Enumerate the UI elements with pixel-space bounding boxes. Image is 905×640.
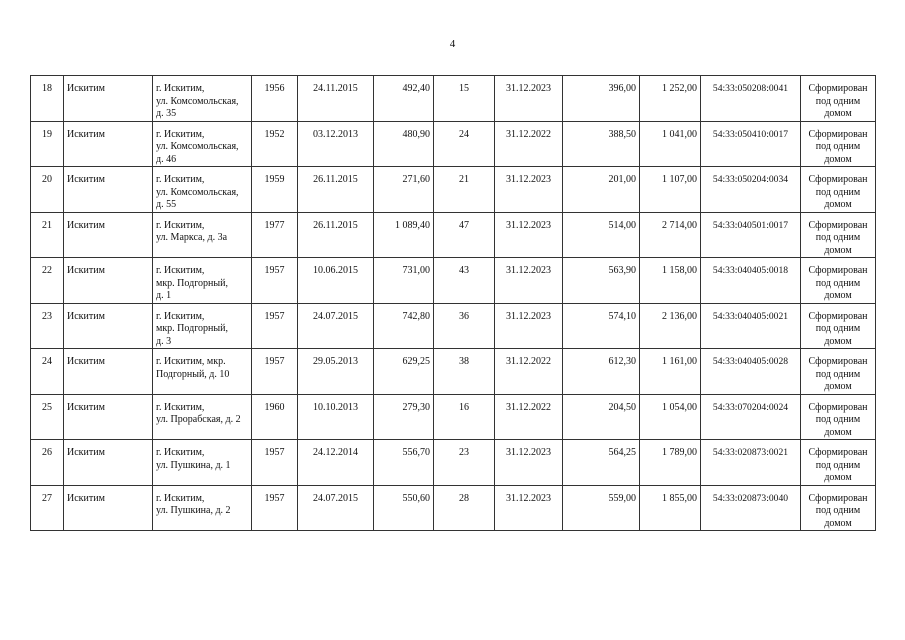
area2-cell: 574,10 (563, 303, 640, 349)
area-cell: 1 089,40 (374, 212, 434, 258)
table-row (31, 440, 876, 486)
row-number: 20 (31, 167, 64, 213)
date-cell: 03.12.2013 (298, 121, 374, 167)
row-number: 23 (31, 303, 64, 349)
area-cell: 550,60 (374, 485, 434, 531)
year-cell: 1959 (252, 167, 298, 213)
deadline-date-cell: 31.12.2023 (495, 258, 563, 304)
year-cell: 1957 (252, 485, 298, 531)
row-number: 18 (31, 76, 64, 122)
cadastral-number-cell: 54:33:070204:0024 (701, 394, 801, 440)
municipality-cell: Искитим (64, 212, 153, 258)
note-cell: Сформирован под одним домом (801, 349, 876, 395)
row-number: 19 (31, 121, 64, 167)
table-row (31, 394, 876, 440)
year-cell: 1957 (252, 349, 298, 395)
area-cell: 742,80 (374, 303, 434, 349)
date-cell: 24.11.2015 (298, 76, 374, 122)
note-cell: Сформирован под одним домом (801, 121, 876, 167)
municipality-cell: Искитим (64, 167, 153, 213)
page-number: 4 (449, 38, 456, 50)
count-cell: 36 (434, 303, 495, 349)
area2-cell: 564,25 (563, 440, 640, 486)
deadline-date-cell: 31.12.2022 (495, 394, 563, 440)
year-cell: 1960 (252, 394, 298, 440)
area2-cell: 396,00 (563, 76, 640, 122)
housing-register-table (30, 75, 876, 531)
cadastral-number-cell: 54:33:020873:0040 (701, 485, 801, 531)
note-cell: Сформирован под одним домом (801, 485, 876, 531)
municipality-cell: Искитим (64, 349, 153, 395)
address-cell: г. Искитим, ул. Маркса, д. 3а (153, 212, 252, 258)
area-cell: 480,90 (374, 121, 434, 167)
value-cell: 1 107,00 (640, 167, 701, 213)
table-row (31, 167, 876, 213)
area2-cell: 201,00 (563, 167, 640, 213)
municipality-cell: Искитим (64, 303, 153, 349)
area-cell: 271,60 (374, 167, 434, 213)
municipality-cell: Искитим (64, 485, 153, 531)
table-body (31, 76, 876, 531)
area2-cell: 559,00 (563, 485, 640, 531)
value-cell: 1 054,00 (640, 394, 701, 440)
municipality-cell: Искитим (64, 76, 153, 122)
year-cell: 1957 (252, 440, 298, 486)
area2-cell: 563,90 (563, 258, 640, 304)
municipality-cell: Искитим (64, 121, 153, 167)
value-cell: 1 855,00 (640, 485, 701, 531)
row-number: 26 (31, 440, 64, 486)
cadastral-number-cell: 54:33:050204:0034 (701, 167, 801, 213)
count-cell: 28 (434, 485, 495, 531)
date-cell: 24.07.2015 (298, 485, 374, 531)
deadline-date-cell: 31.12.2022 (495, 349, 563, 395)
table-row (31, 212, 876, 258)
area-cell: 556,70 (374, 440, 434, 486)
count-cell: 15 (434, 76, 495, 122)
row-number: 25 (31, 394, 64, 440)
deadline-date-cell: 31.12.2023 (495, 303, 563, 349)
value-cell: 2 136,00 (640, 303, 701, 349)
area2-cell: 514,00 (563, 212, 640, 258)
note-cell: Сформирован под одним домом (801, 76, 876, 122)
table-row (31, 349, 876, 395)
count-cell: 23 (434, 440, 495, 486)
value-cell: 1 789,00 (640, 440, 701, 486)
date-cell: 24.07.2015 (298, 303, 374, 349)
date-cell: 26.11.2015 (298, 212, 374, 258)
address-cell: г. Искитим, мкр. Подгорный, д. 10 (153, 349, 252, 395)
table-row (31, 121, 876, 167)
note-cell: Сформирован под одним домом (801, 212, 876, 258)
address-cell: г. Искитим, ул. Комсомольская, д. 46 (153, 121, 252, 167)
note-cell: Сформирован под одним домом (801, 303, 876, 349)
year-cell: 1957 (252, 258, 298, 304)
count-cell: 21 (434, 167, 495, 213)
cadastral-number-cell: 54:33:040501:0017 (701, 212, 801, 258)
municipality-cell: Искитим (64, 440, 153, 486)
address-cell: г. Искитим, ул. Комсомольская, д. 55 (153, 167, 252, 213)
cadastral-number-cell: 54:33:040405:0018 (701, 258, 801, 304)
deadline-date-cell: 31.12.2023 (495, 212, 563, 258)
count-cell: 47 (434, 212, 495, 258)
deadline-date-cell: 31.12.2023 (495, 485, 563, 531)
date-cell: 10.06.2015 (298, 258, 374, 304)
row-number: 27 (31, 485, 64, 531)
cadastral-number-cell: 54:33:040405:0028 (701, 349, 801, 395)
note-cell: Сформирован под одним домом (801, 258, 876, 304)
cadastral-number-cell: 54:33:020873:0021 (701, 440, 801, 486)
note-cell: Сформирован под одним домом (801, 394, 876, 440)
deadline-date-cell: 31.12.2023 (495, 76, 563, 122)
count-cell: 24 (434, 121, 495, 167)
year-cell: 1952 (252, 121, 298, 167)
area-cell: 731,00 (374, 258, 434, 304)
area-cell: 629,25 (374, 349, 434, 395)
year-cell: 1977 (252, 212, 298, 258)
area-cell: 492,40 (374, 76, 434, 122)
value-cell: 2 714,00 (640, 212, 701, 258)
table-row (31, 303, 876, 349)
address-cell: г. Искитим, мкр. Подгорный, д. 1 (153, 258, 252, 304)
value-cell: 1 161,00 (640, 349, 701, 395)
cadastral-number-cell: 54:33:040405:0021 (701, 303, 801, 349)
table-row (31, 76, 876, 122)
value-cell: 1 252,00 (640, 76, 701, 122)
date-cell: 10.10.2013 (298, 394, 374, 440)
cadastral-number-cell: 54:33:050410:0017 (701, 121, 801, 167)
area2-cell: 612,30 (563, 349, 640, 395)
address-cell: г. Искитим, ул. Пушкина, д. 2 (153, 485, 252, 531)
municipality-cell: Искитим (64, 394, 153, 440)
table-row (31, 258, 876, 304)
municipality-cell: Искитим (64, 258, 153, 304)
area2-cell: 204,50 (563, 394, 640, 440)
row-number: 24 (31, 349, 64, 395)
address-cell: г. Искитим, мкр. Подгорный, д. 3 (153, 303, 252, 349)
count-cell: 38 (434, 349, 495, 395)
cadastral-number-cell: 54:33:050208:0041 (701, 76, 801, 122)
deadline-date-cell: 31.12.2022 (495, 121, 563, 167)
date-cell: 29.05.2013 (298, 349, 374, 395)
deadline-date-cell: 31.12.2023 (495, 167, 563, 213)
value-cell: 1 158,00 (640, 258, 701, 304)
deadline-date-cell: 31.12.2023 (495, 440, 563, 486)
count-cell: 43 (434, 258, 495, 304)
value-cell: 1 041,00 (640, 121, 701, 167)
year-cell: 1957 (252, 303, 298, 349)
address-cell: г. Искитим, ул. Комсомольская, д. 35 (153, 76, 252, 122)
date-cell: 24.12.2014 (298, 440, 374, 486)
row-number: 21 (31, 212, 64, 258)
count-cell: 16 (434, 394, 495, 440)
row-number: 22 (31, 258, 64, 304)
address-cell: г. Искитим, ул. Пушкина, д. 1 (153, 440, 252, 486)
area2-cell: 388,50 (563, 121, 640, 167)
area-cell: 279,30 (374, 394, 434, 440)
address-cell: г. Искитим, ул. Прорабская, д. 2 (153, 394, 252, 440)
table-row (31, 485, 876, 531)
year-cell: 1956 (252, 76, 298, 122)
note-cell: Сформирован под одним домом (801, 440, 876, 486)
note-cell: Сформирован под одним домом (801, 167, 876, 213)
date-cell: 26.11.2015 (298, 167, 374, 213)
